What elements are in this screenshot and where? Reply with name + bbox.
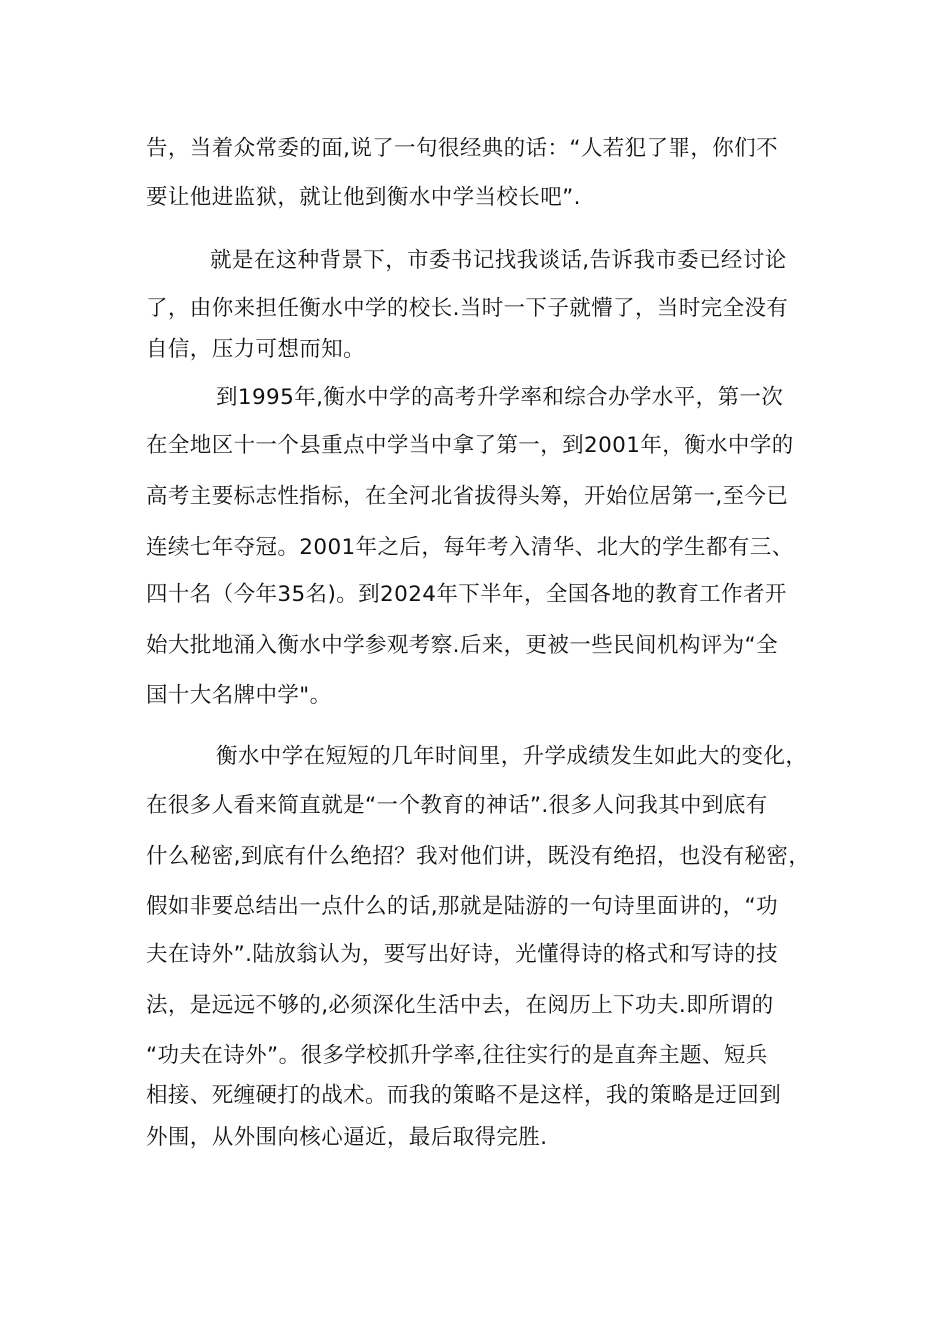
text-line: 自信，压力可想而知。: [146, 337, 366, 362]
text-line: 始大批地涌入衡水中学参观考察.后来，更被一些民间机构评为“全: [146, 633, 778, 658]
text-line: 外围，从外围向核心逼近，最后取得完胜.: [146, 1125, 548, 1150]
text-line: 什么秘密,到底有什么绝招？我对他们讲，既没有绝招，也没有秘密，: [146, 844, 811, 869]
text-line: “功夫在诗外”。很多学校抓升学率,往往实行的是直奔主题、短兵: [146, 1043, 768, 1068]
text-line: 了，由你来担任衡水中学的校长.当时一下子就懵了，当时完全没有: [146, 296, 789, 321]
text-line: 在全地区十一个县重点中学当中拿了第一，到2001年，衡水中学的: [146, 433, 794, 458]
text-line: 高考主要标志性指标，在全河北省拔得头筹，开始位居第一,至今已: [146, 484, 789, 509]
text-line: 在很多人看来简直就是“一个教育的神话”.很多人问我其中到底有: [146, 793, 768, 818]
text-line: 到1995年,衡水中学的高考升学率和综合办学水平，第一次: [216, 385, 784, 410]
text-line: 法，是远远不够的,必须深化生活中去，在阅历上下功夫.即所谓的: [146, 993, 774, 1018]
text-line: 衡水中学在短短的几年时间里，升学成绩发生如此大的变化，: [216, 744, 808, 769]
text-line: 夫在诗外”.陆放翁认为，要写出好诗，光懂得诗的格式和写诗的技: [146, 942, 778, 967]
text-line: 连续七年夺冠。2001年之后，每年考入清华、北大的学生都有三、: [146, 535, 794, 560]
text-line: 假如非要总结出一点什么的话,那就是陆游的一句诗里面讲的，“功: [146, 894, 778, 919]
text-line: 相接、死缠硬打的战术。而我的策略不是这样，我的策略是迂回到: [146, 1083, 782, 1108]
text-line: 四十名（今年35名)。到2024年下半年，全国各地的教育工作者开: [146, 582, 787, 607]
text-line: 告，当着众常委的面,说了一句很经典的话：“人若犯了罪，你们不: [146, 136, 778, 161]
text-line: 国十大名牌中学"。: [146, 683, 332, 708]
text-line: 就是在这种背景下，市委书记找我谈话,告诉我市委已经讨论: [210, 248, 787, 273]
text-line: 要让他进监狱，就让他到衡水中学当校长吧”.: [146, 185, 581, 210]
